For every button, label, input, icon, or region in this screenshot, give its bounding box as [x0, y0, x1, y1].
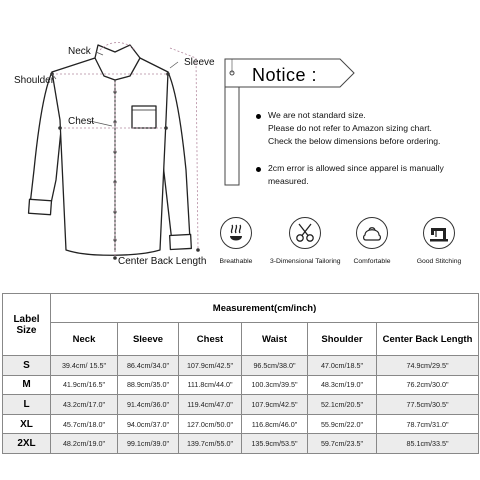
notice-line: Please do not refer to Amazon sizing chart.	[268, 123, 432, 133]
chest-label: Chest	[68, 116, 95, 127]
column-header: Chest	[179, 323, 242, 356]
value-cell: 74.9cm/29.5"	[377, 356, 479, 376]
notice-bullet-1	[256, 114, 261, 119]
value-cell: 139.7cm/55.0"	[179, 434, 242, 454]
breathable-icon	[220, 217, 252, 249]
value-cell: 39.4cm/ 15.5"	[51, 356, 118, 376]
feature-tailoring	[270, 217, 340, 265]
table-row	[3, 356, 479, 376]
notice-line: 2cm error is allowed since apparel is manually	[268, 163, 444, 173]
value-cell: 48.2cm/19.0"	[51, 434, 118, 454]
value-cell: 43.2cm/17.0"	[51, 395, 118, 415]
value-cell: 107.9cm/42.5"	[242, 395, 308, 415]
value-cell: 119.4cm/47.0"	[179, 395, 242, 415]
value-cell: 94.0cm/37.0"	[118, 414, 179, 434]
value-cell: 135.9cm/53.5"	[242, 434, 308, 454]
value-cell: 111.8cm/44.0"	[179, 375, 242, 395]
value-cell: 100.3cm/39.5"	[242, 375, 308, 395]
value-cell: 78.7cm/31.0"	[377, 414, 479, 434]
value-cell: 48.3cm/19.0"	[308, 375, 377, 395]
column-header: Center Back Length	[377, 323, 479, 356]
shoulder-label: Shoulder	[14, 75, 55, 86]
feature-stitching	[404, 217, 474, 265]
size-table	[2, 293, 479, 454]
label-header-line: Label	[13, 313, 40, 325]
notice-line: Check the below dimensions before ordering.	[268, 136, 441, 146]
feature-label: Comfortable	[353, 258, 391, 265]
table-row	[3, 414, 479, 434]
feature-breathable	[201, 217, 271, 265]
value-cell: 99.1cm/39.0"	[118, 434, 179, 454]
comfortable-icon	[356, 217, 388, 249]
size-cell: S	[3, 356, 51, 376]
size-cell: M	[3, 375, 51, 395]
value-cell: 77.5cm/30.5"	[377, 395, 479, 415]
torso	[52, 58, 168, 255]
value-cell: 45.7cm/18.0"	[51, 414, 118, 434]
size-cell: 2XL	[3, 434, 51, 454]
value-cell: 127.0cm/50.0"	[179, 414, 242, 434]
value-cell: 91.4cm/36.0"	[118, 395, 179, 415]
center-back-length-label: Center Back Length	[118, 256, 207, 267]
sleeve-label: Sleeve	[184, 57, 215, 68]
table-row	[3, 434, 479, 454]
left-cuff	[29, 199, 52, 215]
value-cell: 55.9cm/22.0"	[308, 414, 377, 434]
feature-comfortable	[337, 217, 407, 265]
notice-bullet-2	[256, 167, 261, 172]
table-row	[3, 375, 479, 395]
value-cell: 52.1cm/20.5"	[308, 395, 377, 415]
value-cell: 85.1cm/33.5"	[377, 434, 479, 454]
value-cell: 86.4cm/34.0"	[118, 356, 179, 376]
value-cell: 76.2cm/30.0"	[377, 375, 479, 395]
feature-label: Breathable	[219, 258, 253, 265]
measurement-header: Measurement(cm/inch)	[51, 294, 479, 323]
value-cell: 107.9cm/42.5"	[179, 356, 242, 376]
right-cuff	[170, 234, 192, 249]
label-size-header	[3, 294, 51, 356]
column-header: Shoulder	[308, 323, 377, 356]
notice-line: measured.	[268, 176, 309, 186]
notice-line: We are not standard size.	[268, 110, 366, 120]
value-cell: 116.8cm/46.0"	[242, 414, 308, 434]
sewing-machine-icon	[423, 217, 455, 249]
feature-label: 3-Dimensional Tailoring	[270, 258, 341, 265]
feature-label: Good Stitching	[416, 258, 462, 265]
size-cell: XL	[3, 414, 51, 434]
column-header: Neck	[51, 323, 118, 356]
value-cell: 59.7cm/23.5"	[308, 434, 377, 454]
table-row	[3, 395, 479, 415]
value-cell: 96.5cm/38.0"	[242, 356, 308, 376]
column-header: Sleeve	[118, 323, 179, 356]
value-cell: 88.9cm/35.0"	[118, 375, 179, 395]
scissors-icon	[289, 217, 321, 249]
column-header: Waist	[242, 323, 308, 356]
size-cell: L	[3, 395, 51, 415]
value-cell: 41.9cm/16.5"	[51, 375, 118, 395]
label-header-line: Size	[16, 324, 37, 336]
neck-label: Neck	[68, 46, 91, 57]
notice-title: Notice :	[252, 65, 318, 85]
chest-pocket	[132, 106, 156, 128]
value-cell: 47.0cm/18.5"	[308, 356, 377, 376]
